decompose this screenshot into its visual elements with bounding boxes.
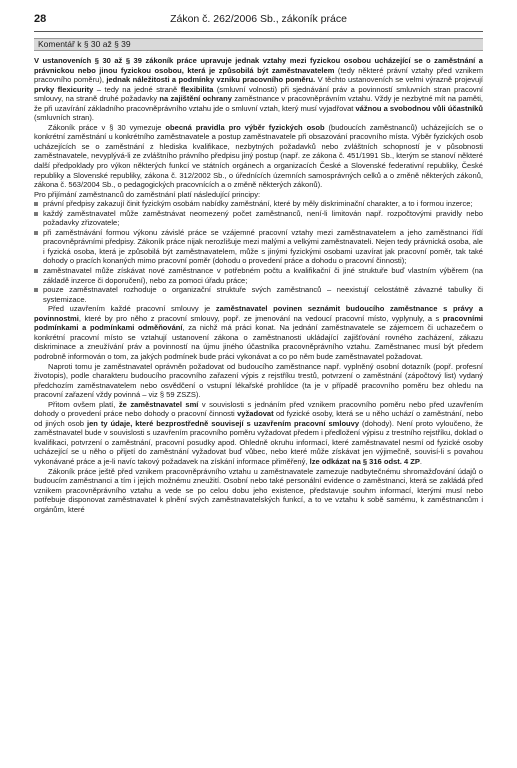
bullet-icon [34, 202, 38, 206]
paragraph-employer-rights: Naproti tomu je zaměstnavatel oprávněn požadovat od budoucího zaměstnance např. vyplněný osobní dotazník (popř. profesní životopis), podle charakteru budoucího pracovního zařazení výpis z rejstříku trestů, potvrzení o zaměstnání (zápočtový list) vydaný předchozím zaměstnavatelem nebo osvědčení o vstupní lékařské prohlídce (ta je v případě pracovního poměru bez ohledu na pracovní zařazení vždy povinná – viz § 59 ZSZS). [34, 361, 483, 400]
text-run: (budoucích zaměstnanců) ucházejících se o konkrétní zaměstnání u konkrétního zaměstnavatele a postup zaměstnavatele při obsazování pracovního místa. Výběr fyzických osob ucházejících se o zaměstnání z hlediska kvalifikace, nezbytných požadavků nebo zvláštních schopností je v působnosti zaměstnavatele, nevyplývá-li ze zvláštního právního předpisu jiný postup (např. ze zákona č. 451/1991 Sb., kterým se stanoví některé další předpoklady pro výkon některých funkcí ve státních orgánech a organizacích České a Slovenské federativní republiky, České republiky a Slovenské republiky, zákona č. 312/2002 Sb., o úřednících územních samosprávných celků a o změně některých zákonů, zákona č. 563/2004 Sb., o pedagogických pracovnících a o změně některých zákonů). [34, 122, 483, 190]
text-run: , za nichž má práci konat. Na jednání zaměstnavatele se zájemcem či uchazečem o konkrétní pracovní místo se vztahují ustanovení zákona o zaměstnanosti ukládající zajišťování rovného zacházení, zákazu diskriminace a zneužívání práv a povinností na újmu jiného účastníka pracovněprávního vztahu. Zaměstnanec musí být předem podrobně informován o tom, za jakých podmínek bude práci vykonávat a co po něm bude zaměstnavatel požadovat. [34, 323, 483, 361]
text-run: (tedy některé právní vztahy před vznikem pracovního poměru), [34, 65, 484, 85]
running-title: Zákon č. 262/2006 Sb., zákoník práce [170, 13, 347, 25]
bold-run: flexibilita [180, 84, 214, 94]
header-rule [34, 31, 483, 32]
list-item-text: při zaměstnávání formou výkonu závislé práce se vzájemné pracovní vztahy mezi zaměstnavatelem a jeho zaměstnanci řídí pracovněprávními předpisy. Zákoník práce nijak nerozlišuje mezi malými a velkými zaměstnavateli. Nejen tedy právnická osoba, ale i fyzická osoba, která je způsobilá být zaměstnavatelem, může s jinými fyzickými osobami uzavírat jak pracovní poměr, tak také dohody o pracích konaných mimo pracovní poměr (dohodu o provedení práce a dohodu o pracovní činnosti); [43, 227, 483, 266]
paragraph-intro [34, 56, 483, 123]
bullet-icon [34, 231, 38, 235]
bold-run: náležitosti a podmínky vzniku pracovního poměru. [132, 75, 316, 85]
page-number: 28 [34, 13, 47, 25]
comment-heading: Komentář k § 30 až § 39 [38, 39, 131, 49]
paragraph-personal-records: Zákoník práce ještě před vznikem pracovněprávního vztahu u zaměstnavatele zamezuje nadbytečnému shromažďování údajů o budoucím zaměstnanci a tím i jejich možnému zneužití. Osobní nebo také personální evidence o zaměstnanci, která se zakládá před vznikem pracovněprávního vztahu a vede se po celou dobu jeho existence, představuje souhrn informací, kterými musí nebo potřebuje disponovat zaměstnavatel k plnění svých zaměstnavatelských funkcí, a to ve vztahu k sobě samému, k zaměstnancům i orgánům, které [34, 466, 483, 514]
bold-run: obecná pravidla pro výběr fyzických osob [165, 122, 325, 132]
paragraph-employer-duty [34, 304, 483, 361]
text-run: (smluvní volnosti) při sjednávání práv a povinností smluvních stran pracovní smlouvy, na straně druhé požadavky [34, 84, 484, 104]
bold-run: vyžadovat [237, 409, 274, 419]
bold-run: zaměstnavatel povinen seznámit budoucího zaměstnance s právy a povinnostmi [34, 304, 484, 323]
page-header [34, 13, 483, 27]
bold-run: že zaměstnavatel smí [118, 399, 199, 409]
text-run: . [419, 456, 423, 466]
list-item-text: každý zaměstnavatel může zaměstnávat neomezený počet zaměstnanců, není-li limitován např. rozpočtovými pravidly nebo požadavky zřizovatele; [43, 208, 483, 228]
bold-run: na zajištění ochrany [159, 94, 232, 104]
text-run: , které by pro něho z pracovní smlouvy, popř. ze jmenování na vedoucí pracovní místo, vyplynuly, a s [78, 313, 443, 323]
bullet-icon [34, 288, 38, 292]
principles-list [34, 199, 483, 304]
list-item [34, 199, 483, 209]
bold-run: prvky flexicurity [34, 84, 94, 94]
text-run: (dohody). Není proto vyloučeno, že zaměstnavatel bude v souvislosti s uzavřením pracovního poměru vyžadovat předem i předložení výpisu z trestního rejstříku, doklad o kvalifikaci, potvrzení o zaměstnání, pracovní posudky apod. Ohledně okruhu informací, které zaměstnavatel nesmí od fyzické osoby ucházející se u něho o přijetí do zaměstnání vyžadovat buď vůbec, nebo které může získávat jen výjimečně, souvisí-li s povahou vykonávané práce a je-li navíc takový požadavek na získání informace přiměřený, [34, 418, 483, 466]
paragraph-permitted-data [34, 400, 483, 467]
body-text [34, 56, 483, 514]
paragraph-selection-rules [34, 123, 483, 190]
text-run: v souvislosti s jednáním před vznikem pracovního poměru nebo před uzavřením dohody o provedení práce nebo dohody o pracovní činnosti [34, 399, 483, 419]
list-item [34, 266, 483, 285]
bold-run: jen ty údaje, které bezprostředně souvisejí s uzavřením pracovní smlouvy [86, 418, 360, 428]
text-run: – tedy na jedné straně [93, 84, 181, 94]
bold-run: V ustanoveních § 30 až § 39 zákoník práce upravuje jednak vztahy mezi fyzickou osobou ucházející se o zaměstnání a právnickou nebo jinou fyzickou osobou, která je způsobilá být zaměstnavatelem [34, 56, 483, 75]
text-run: (smluvních stran). [34, 113, 94, 123]
bold-run: lze odkázat na § 316 odst. 4 ZP [309, 456, 420, 466]
text-run: V těchto ustanoveních se velmi výrazně projevují [315, 75, 484, 85]
list-item [34, 285, 483, 304]
bold-run: pracovními podmínkami a podmínkami odměňování [34, 313, 483, 333]
text-run: od fyzické osoby, která se u něho uchází o zaměstnání, nebo od jiných osob [34, 409, 483, 428]
text-run: Přitom ovšem platí, [48, 399, 119, 409]
text-run: zaměstnance v pracovněprávním vztahu. Vždy je nezbytné mít na paměti, že při uzavírání základního pracovněprávního vztahu jde o smluvní vztah, který musí vyjadřovat [34, 94, 484, 113]
paragraph-principles-intro: Pro přijímání zaměstnanců do zaměstnání platí následující principy: [34, 189, 261, 199]
list-item-text: právní předpisy zakazují činit fyzickým osobám nabídky zaměstnání, které by měly diskriminační charakter, a to i formou inzerce; [43, 199, 473, 209]
text-run: Před uzavřením každé pracovní smlouvy je [48, 304, 216, 314]
bullet-icon [34, 212, 38, 216]
bold-run: jednak [106, 75, 133, 85]
list-item [34, 209, 483, 228]
bold-run: vážnou a svobodnou vůli účastníků [355, 103, 483, 113]
list-item [34, 228, 483, 266]
list-item-text: pouze zaměstnavatel rozhoduje o organizační struktuře svých zaměstnanců – neexistují celostátně závazné tabulky či systemizace. [43, 285, 483, 304]
list-item-text: zaměstnavatel může získávat nové zaměstnance v potřebném počtu a kvalifikační či jiné struktuře buď vlastním výběrem (na základě inzerce či doporučení), nebo za pomoci úřadu práce; [43, 266, 483, 285]
bullet-icon [34, 269, 38, 273]
text-run: Zákoník práce v § 30 vymezuje [48, 122, 166, 132]
comment-heading-box [34, 38, 483, 51]
